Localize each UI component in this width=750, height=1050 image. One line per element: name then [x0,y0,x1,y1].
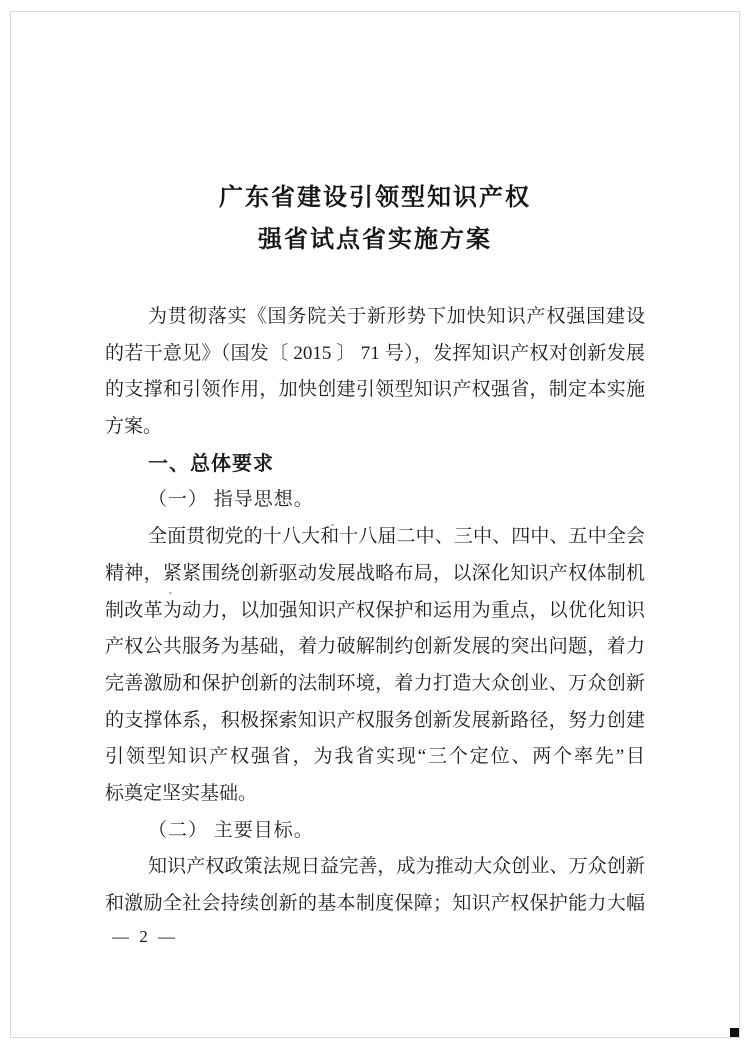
document-title [0,177,750,261]
text-line: （二） 主要目标。 [148,819,314,841]
text-line: 为贯彻落实《国务院关于新形势下加快知识产权强国建设 [148,306,645,327]
text-line: 和激励全社会持续创新的基本制度保障；知识产权保护能力大幅 [105,893,645,914]
scan-speck [169,592,172,594]
scan-corner-mark [730,1028,739,1037]
document-title-line-2: 强省试点省实施方案 [258,227,492,253]
text-line: （一） 指导思想。 [148,489,314,511]
scan-speck [331,524,334,526]
text-line: 产权公共服务为基础，着力破解制约创新发展的突出问题，着力 [105,636,645,658]
text-line: 一、总体要求 [148,452,274,475]
text-line: 制改革为动力，以加强知识产权保护和运用为重点，以优化知识 [105,599,645,621]
page-number: — 2 — [112,927,178,946]
text-line: 引领型知识产权强省，为我省实现“三个定位、两个率先”目 [105,746,645,768]
text-line: 的支撑体系，积极探索知识产权服务创新发展新路径，努力创建 [105,709,645,731]
text-line: 完善激励和保护创新的法制环境，着力打造大众创业、万众创新 [105,672,645,694]
text-line: 的若干意见》（国发〔 2015 〕 71 号），发挥知识产权对创新发展 [105,342,645,364]
text-line: 知识产权政策法规日益完善，成为推动大众创业、万众创新 [148,856,645,878]
text-line: 精神，紧紧围绕创新驱动发展战略布局，以深化知识产权体制机 [105,562,645,584]
document-title-line-1: 广东省建设引领型知识产权 [219,185,531,211]
text-line: 方案。 [105,416,163,438]
text-line: 标奠定坚实基础。 [105,782,258,804]
text-line: 的支撑和引领作用，加快创建引领型知识产权强省，制定本实施 [105,379,645,401]
text-line: 全面贯彻党的十八大和十八届二中、三中、四中、五中全会 [148,526,645,548]
document-body [105,299,645,923]
